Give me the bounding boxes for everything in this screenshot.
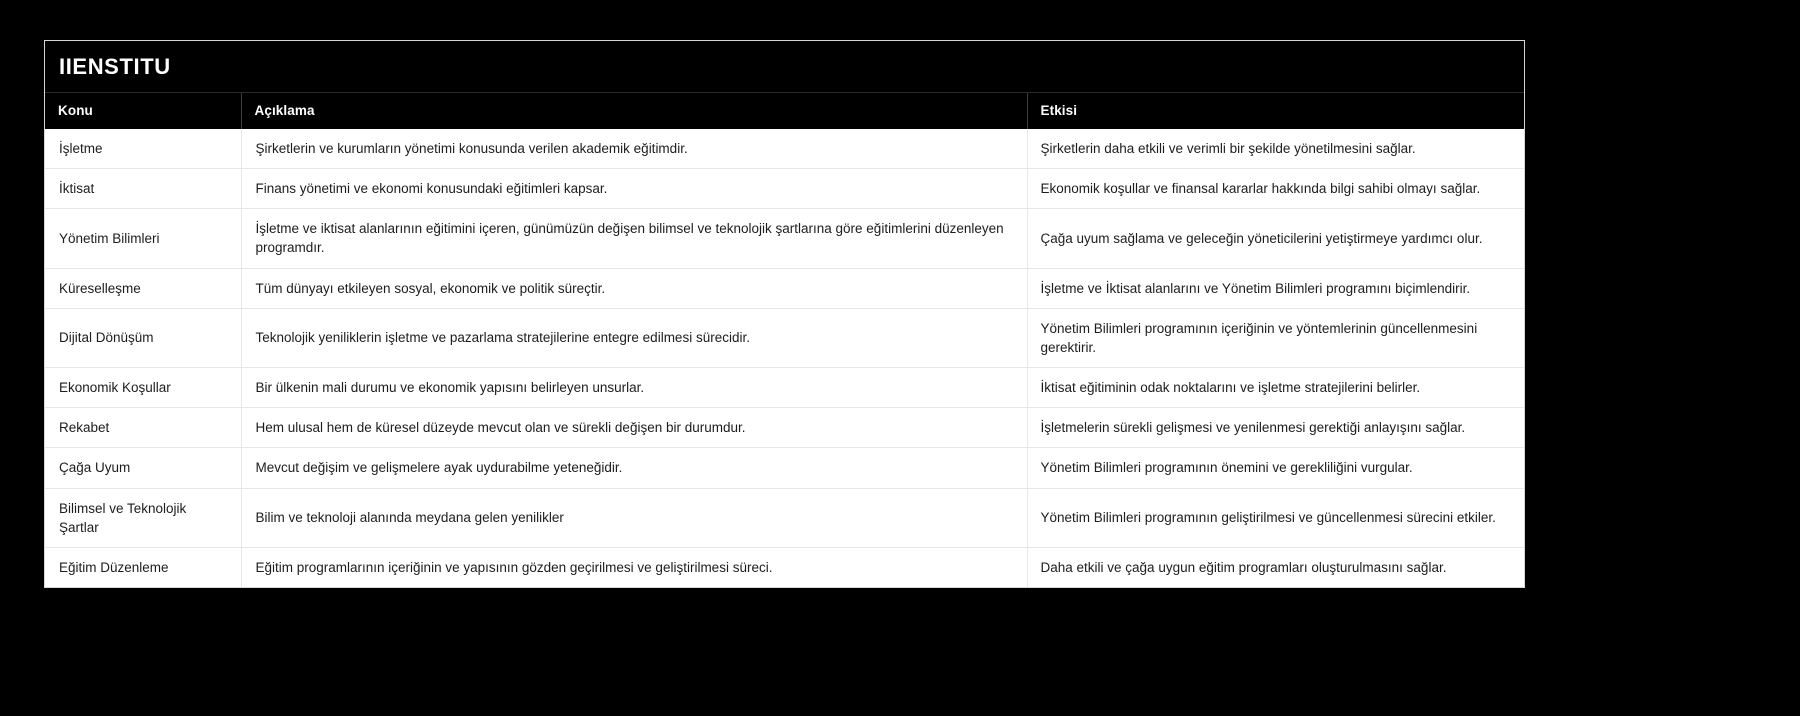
table-cell-etkisi: Çağa uyum sağlama ve geleceğin yöneticilerini yetiştirmeye yardımcı olur. [1027, 209, 1524, 268]
table-cell-etkisi: Yönetim Bilimleri programının içeriğinin ve yöntemlerinin güncellenmesini gerektirir. [1027, 308, 1524, 367]
table-cell-aciklama: Şirketlerin ve kurumların yönetimi konusunda verilen akademik eğitimdir. [241, 129, 1027, 169]
table-cell-konu: İktisat [45, 169, 241, 209]
table-row [45, 268, 1524, 308]
table-cell-konu: Küreselleşme [45, 268, 241, 308]
table-cell-etkisi: İşletmelerin sürekli gelişmesi ve yenilenmesi gerektiği anlayışını sağlar. [1027, 408, 1524, 448]
column-header-konu: Konu [45, 93, 241, 129]
comparison-table-card [44, 40, 1525, 588]
table-cell-etkisi: İşletme ve İktisat alanlarını ve Yönetim Bilimleri programını biçimlendirir. [1027, 268, 1524, 308]
table-row [45, 448, 1524, 488]
table-cell-aciklama: Eğitim programlarının içeriğinin ve yapısının gözden geçirilmesi ve geliştirilmesi süreci. [241, 547, 1027, 587]
table-cell-aciklama: İşletme ve iktisat alanlarının eğitimini içeren, günümüzün değişen bilimsel ve teknolojik şartlarına göre eğitimlerini düzenleyen programdır. [241, 209, 1027, 268]
table-row [45, 169, 1524, 209]
table-body [45, 129, 1524, 587]
comparison-table [45, 93, 1524, 587]
table-cell-aciklama: Bir ülkenin mali durumu ve ekonomik yapısını belirleyen unsurlar. [241, 368, 1027, 408]
table-row [45, 209, 1524, 268]
table-row [45, 129, 1524, 169]
table-cell-konu: Eğitim Düzenleme [45, 547, 241, 587]
table-cell-etkisi: İktisat eğitiminin odak noktalarını ve işletme stratejilerini belirler. [1027, 368, 1524, 408]
table-cell-etkisi: Daha etkili ve çağa uygun eğitim programları oluşturulmasını sağlar. [1027, 547, 1524, 587]
column-header-aciklama: Açıklama [241, 93, 1027, 129]
table-row [45, 488, 1524, 547]
brand-bar [45, 41, 1524, 93]
table-cell-konu: Rekabet [45, 408, 241, 448]
table-row [45, 408, 1524, 448]
table-cell-konu: Bilimsel ve Teknolojik Şartlar [45, 488, 241, 547]
table-row [45, 308, 1524, 367]
table-cell-konu: Çağa Uyum [45, 448, 241, 488]
table-row [45, 547, 1524, 587]
table-header-row [45, 93, 1524, 129]
table-cell-etkisi: Ekonomik koşullar ve finansal kararlar hakkında bilgi sahibi olmayı sağlar. [1027, 169, 1524, 209]
brand-title: IIENSTITU [59, 53, 171, 79]
column-header-etkisi: Etkisi [1027, 93, 1524, 129]
table-cell-etkisi: Yönetim Bilimleri programının geliştirilmesi ve güncellenmesi sürecini etkiler. [1027, 488, 1524, 547]
table-cell-konu: Dijital Dönüşüm [45, 308, 241, 367]
table-cell-aciklama: Tüm dünyayı etkileyen sosyal, ekonomik ve politik süreçtir. [241, 268, 1027, 308]
table-cell-aciklama: Bilim ve teknoloji alanında meydana gelen yenilikler [241, 488, 1027, 547]
table-cell-konu: Ekonomik Koşullar [45, 368, 241, 408]
table-cell-konu: İşletme [45, 129, 241, 169]
table-cell-aciklama: Mevcut değişim ve gelişmelere ayak uydurabilme yeteneğidir. [241, 448, 1027, 488]
table-cell-aciklama: Teknolojik yeniliklerin işletme ve pazarlama stratejilerine entegre edilmesi sürecidir. [241, 308, 1027, 367]
table-row [45, 368, 1524, 408]
table-head [45, 93, 1524, 129]
table-cell-aciklama: Hem ulusal hem de küresel düzeyde mevcut olan ve sürekli değişen bir durumdur. [241, 408, 1027, 448]
table-cell-etkisi: Şirketlerin daha etkili ve verimli bir şekilde yönetilmesini sağlar. [1027, 129, 1524, 169]
table-cell-aciklama: Finans yönetimi ve ekonomi konusundaki eğitimleri kapsar. [241, 169, 1027, 209]
table-cell-konu: Yönetim Bilimleri [45, 209, 241, 268]
table-cell-etkisi: Yönetim Bilimleri programının önemini ve gerekliliğini vurgular. [1027, 448, 1524, 488]
